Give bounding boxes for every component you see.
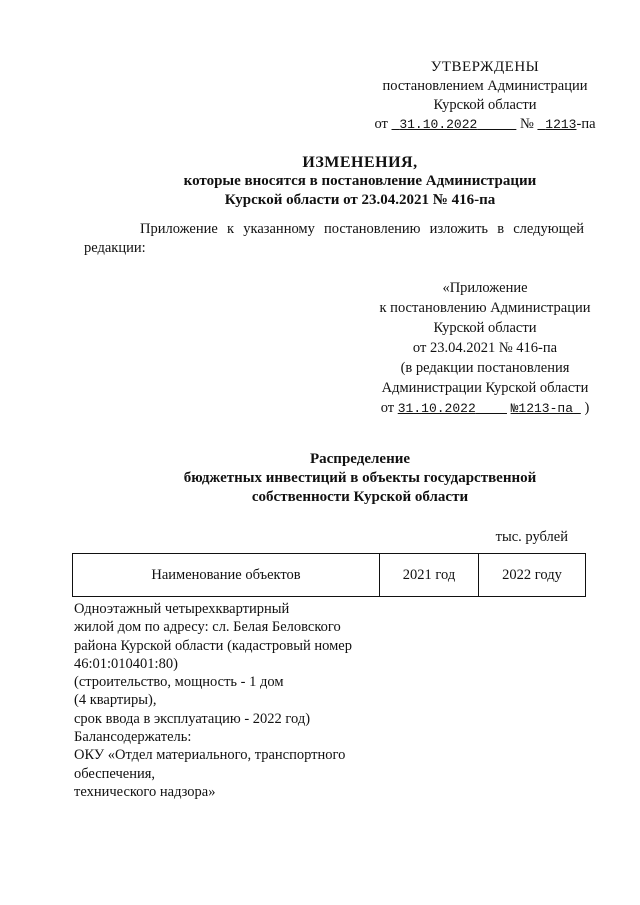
column-header-objects: Наименование объектов bbox=[73, 554, 380, 597]
instruction-paragraph bbox=[84, 220, 584, 258]
table-header-row bbox=[73, 554, 586, 597]
approved-number-prefix: № bbox=[519, 116, 534, 132]
appendix-line-5: (в редакции постановления bbox=[400, 360, 570, 376]
approved-number-suffix: -па bbox=[576, 116, 596, 132]
investment-table-header bbox=[72, 553, 586, 597]
distribution-title-line-3: собственности Курской области bbox=[251, 489, 469, 505]
object-description bbox=[74, 600, 404, 801]
approved-date-line bbox=[340, 115, 630, 134]
appendix-date-value: 31.10.2022 bbox=[397, 401, 476, 416]
appendix-header bbox=[340, 278, 630, 419]
approved-line-1: постановлением Администрации bbox=[382, 78, 588, 94]
object-line: (строительство, мощность - 1 дом bbox=[74, 674, 284, 691]
object-line: технического надзора» bbox=[74, 783, 216, 800]
appendix-line-3: Курской области bbox=[433, 320, 537, 336]
distribution-title bbox=[60, 450, 640, 507]
distribution-title-line-2: бюджетных инвестиций в объекты государственной bbox=[183, 470, 537, 486]
object-line: срок ввода в эксплуатацию - 2022 год) bbox=[74, 710, 311, 727]
object-line: 46:01:010401:80) bbox=[74, 655, 178, 672]
changes-title: ИЗМЕНЕНИЯ, bbox=[302, 154, 418, 171]
approval-stamp bbox=[340, 58, 630, 134]
object-line: обеспечения, bbox=[74, 765, 156, 782]
object-line: жилой дом по адресу: сл. Белая Беловского bbox=[74, 619, 341, 636]
changes-title-block bbox=[60, 153, 640, 210]
appendix-line-1: «Приложение bbox=[442, 280, 528, 296]
units-label: тыс. рублей bbox=[495, 529, 568, 545]
appendix-number-value: №1213-па bbox=[510, 401, 574, 416]
column-header-2021: 2021 год bbox=[380, 554, 479, 597]
appendix-date-line bbox=[340, 398, 630, 419]
approved-date-value: 31.10.2022 bbox=[399, 117, 478, 132]
appendix-date-prefix: от bbox=[380, 400, 395, 416]
appendix-line-6: Администрации Курской области bbox=[381, 380, 589, 396]
changes-subtitle-line-1: которые вносятся в постановление Администрации bbox=[183, 173, 537, 189]
approved-date-prefix: от bbox=[374, 116, 388, 132]
appendix-line-2: к постановлению Администрации bbox=[379, 300, 591, 316]
appendix-close: ) bbox=[584, 400, 590, 416]
object-line: района Курской области (кадастровый номер bbox=[74, 637, 352, 654]
appendix-number bbox=[511, 401, 581, 416]
approved-heading: УТВЕРЖДЕНЫ bbox=[430, 59, 540, 75]
instruction-text: Приложение к указанному постановлению изложить в следующей редакции: bbox=[84, 221, 584, 256]
approved-number-value: 1213 bbox=[545, 117, 577, 132]
appendix-date bbox=[398, 401, 507, 416]
appendix-line-4: от 23.04.2021 № 416-па bbox=[412, 340, 558, 356]
changes-subtitle-line-2: Курской области от 23.04.2021 № 416-па bbox=[224, 192, 496, 208]
object-line: (4 квартиры), bbox=[74, 692, 157, 709]
object-line: ОКУ «Отдел материального, транспортного bbox=[74, 747, 346, 764]
approved-line-2: Курской области bbox=[433, 97, 537, 113]
object-line: Балансодержатель: bbox=[74, 729, 192, 746]
column-header-2022: 2022 году bbox=[479, 554, 586, 597]
distribution-title-line-1: Распределение bbox=[309, 451, 411, 467]
approved-number bbox=[537, 117, 576, 132]
approved-date bbox=[392, 117, 517, 132]
object-line: Одноэтажный четырехквартирный bbox=[74, 601, 290, 617]
